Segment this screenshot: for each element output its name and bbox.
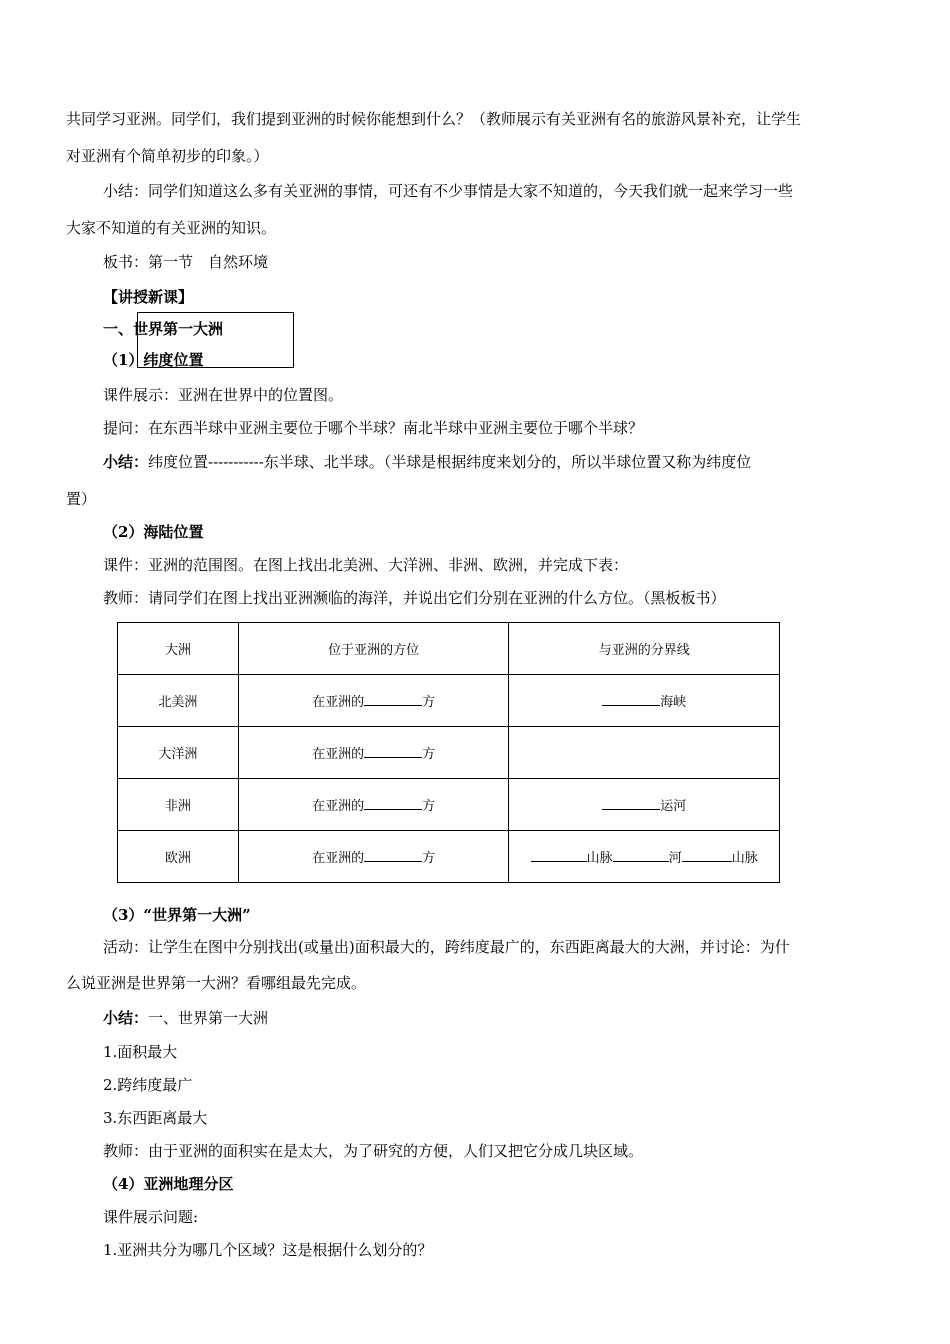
paragraph-line: 课件展示：亚洲在世界中的位置图。	[103, 386, 344, 404]
table-row	[118, 727, 780, 779]
direction-cell: 在亚洲的 方	[238, 675, 509, 727]
board-text: 板书：第一节 自然环境	[103, 253, 269, 271]
paragraph-line: 共同学习亚洲。同学们，我们提到亚洲的时候你能想到什么？（教师展示有关亚洲有名的旅游风景补充，让学生	[66, 110, 802, 128]
subsection-title: （2）海陆位置	[103, 523, 204, 541]
table-header: 位于亚洲的方位	[238, 623, 509, 675]
list-item: 3.东西距离最大	[103, 1109, 208, 1127]
table-row	[118, 675, 780, 727]
paragraph-line: 提问：在东西半球中亚洲主要位于哪个半球？南北半球中亚洲主要位于哪个半球？	[103, 419, 644, 437]
fill-blank[interactable]	[531, 847, 587, 862]
border-cell: 海峡	[509, 675, 780, 727]
summary-label: 小结：	[103, 453, 149, 471]
paragraph-line: 么说亚洲是世界第一大洲？看哪组最先完成。	[66, 974, 367, 992]
table-row	[118, 831, 780, 883]
paragraph-line: 教师：请同学们在图上找出亚洲濒临的海洋，并说出它们分别在亚洲的什么方位。（黑板板书）	[103, 589, 726, 607]
table-header: 大洲	[118, 623, 239, 675]
paragraph-line: 课件：亚洲的范围图。在图上找出北美洲、大洋洲、非洲、欧洲，并完成下表：	[103, 556, 629, 574]
summary-line	[103, 452, 884, 472]
direction-cell: 在亚洲的 方	[238, 727, 509, 779]
fill-blank[interactable]	[364, 795, 422, 810]
list-item: 1.亚洲共分为哪几个区域？这是根据什么划分的？	[103, 1241, 433, 1259]
summary-line	[103, 1008, 884, 1028]
summary-label: 小结：	[103, 1009, 149, 1027]
subsection-title: （4）亚洲地理分区	[103, 1175, 234, 1193]
list-item: 1.面积最大	[103, 1043, 178, 1061]
paragraph-line: 置）	[66, 490, 97, 508]
continent-cell: 欧洲	[118, 831, 239, 883]
direction-cell: 在亚洲的 方	[238, 831, 509, 883]
fill-blank[interactable]	[613, 847, 669, 862]
fill-blank[interactable]	[602, 795, 660, 810]
continent-cell: 非洲	[118, 779, 239, 831]
paragraph-line: 教师：由于亚洲的面积实在是太大，为了研究的方便，人们又把它分成几块区域。	[103, 1142, 644, 1160]
paragraph-line: 对亚洲有个简单初步的印象。）	[66, 147, 269, 165]
paragraph-line: 活动：让学生在图中分别找出(或量出)面积最大的，跨纬度最广的，东西距离最大的大洲，并讨论：为什	[103, 938, 790, 956]
section-title: 一、世界第一大洲	[103, 320, 224, 338]
section-heading: 【讲授新课】	[103, 288, 194, 306]
fill-blank[interactable]	[364, 847, 422, 862]
table-row	[118, 779, 780, 831]
summary-text: 纬度位置-----------东半球、北半球。（半球是根据纬度来划分的，所以半球位置又称为纬度位	[148, 453, 752, 471]
paragraph-line: 小结：同学们知道这么多有关亚洲的事情，可还有不少事情是大家不知道的，今天我们就一起来学习一些	[103, 182, 794, 200]
continent-cell: 北美洲	[118, 675, 239, 727]
fill-blank[interactable]	[364, 743, 422, 758]
subsection-title: （3）“世界第一大洲”	[103, 906, 251, 924]
paragraph-line: 课件展示问题:	[103, 1208, 199, 1226]
fill-blank[interactable]	[682, 847, 732, 862]
list-item: 2.跨纬度最广	[103, 1076, 193, 1094]
fill-blank[interactable]	[602, 691, 660, 706]
direction-cell: 在亚洲的 方	[238, 779, 509, 831]
table-header: 与亚洲的分界线	[509, 623, 780, 675]
continent-cell: 大洋洲	[118, 727, 239, 779]
table-header-row	[118, 623, 780, 675]
border-cell	[509, 727, 780, 779]
subsection-title: （1）纬度位置	[103, 351, 204, 369]
border-cell: 山脉 河 山脉	[509, 831, 780, 883]
continent-table	[117, 622, 780, 883]
border-cell: 运河	[509, 779, 780, 831]
paragraph-line: 大家不知道的有关亚洲的知识。	[66, 219, 277, 237]
fill-blank[interactable]	[364, 691, 422, 706]
summary-text: 一、世界第一大洲	[148, 1009, 269, 1027]
